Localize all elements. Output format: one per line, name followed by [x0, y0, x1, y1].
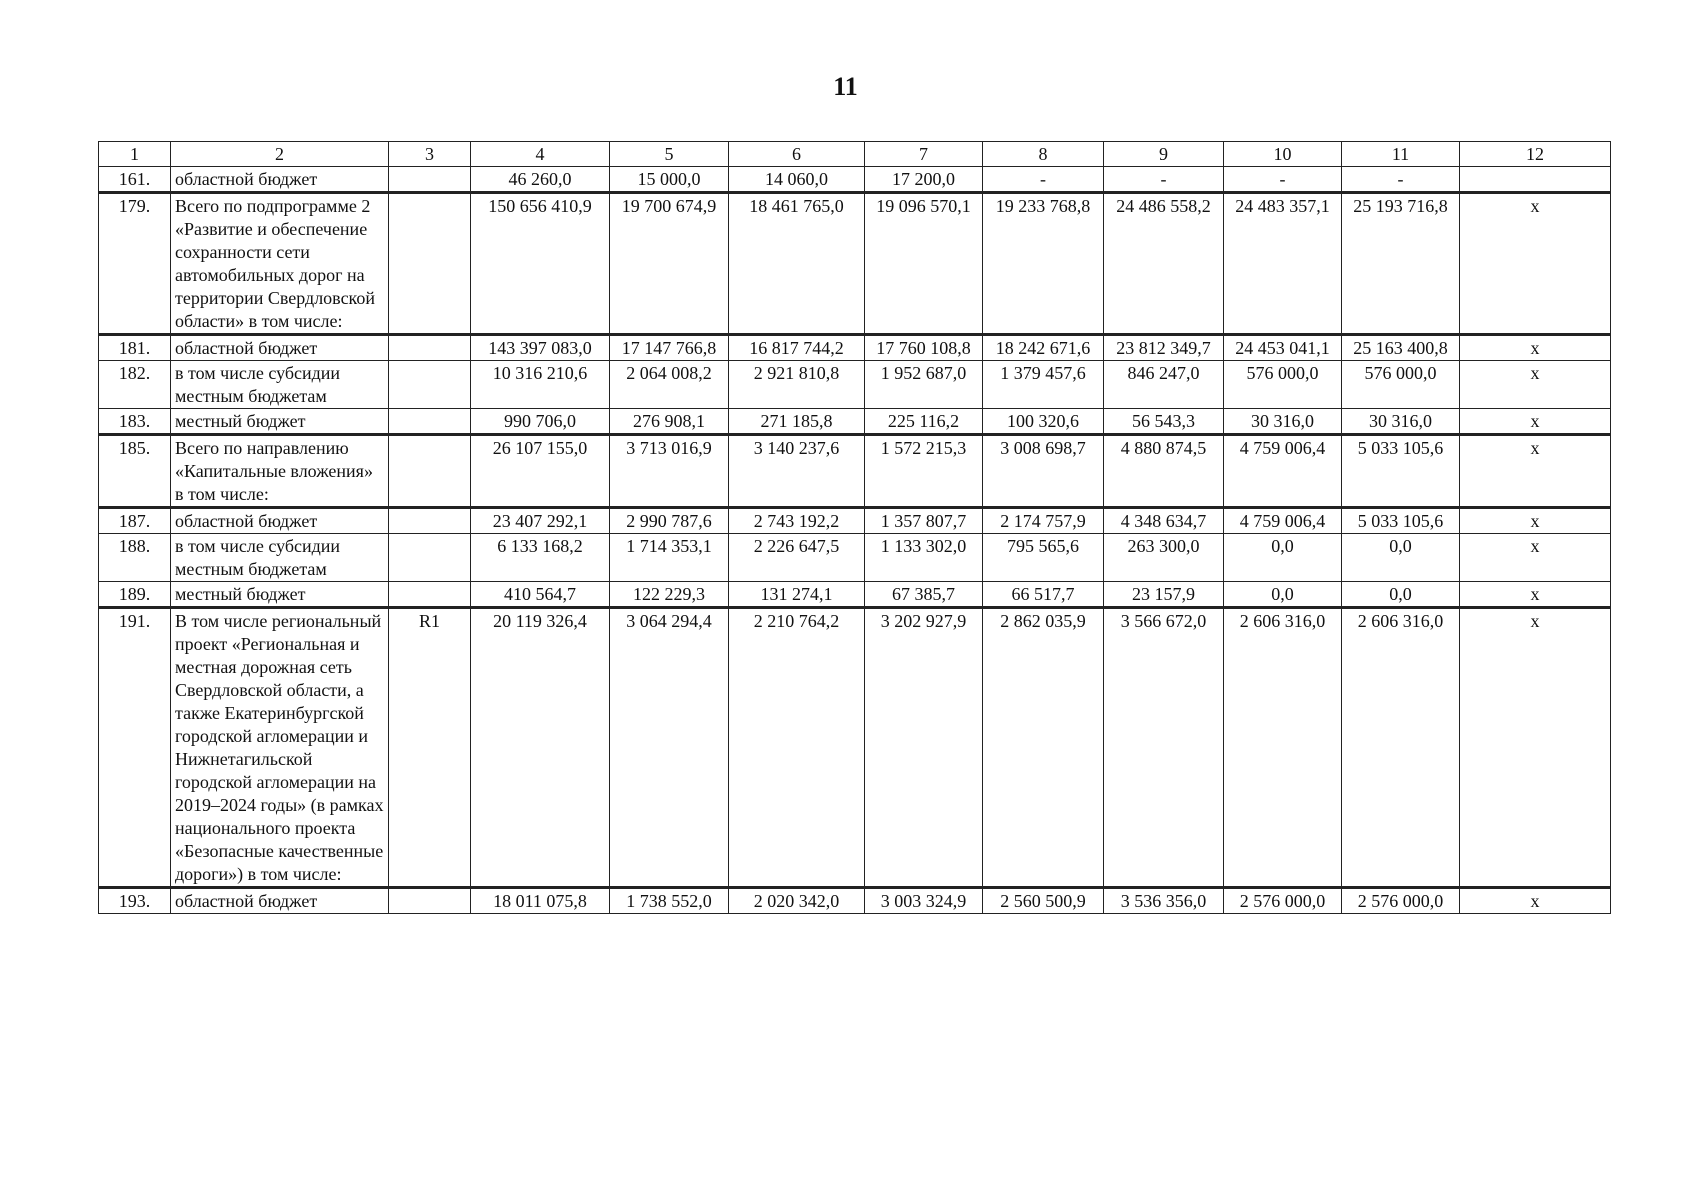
value-cell: 10 316 210,6 — [471, 361, 610, 409]
value-cell: 66 517,7 — [983, 582, 1104, 608]
value-cell: 1 738 552,0 — [610, 888, 729, 914]
value-cell: 990 706,0 — [471, 409, 610, 435]
code-cell — [389, 335, 471, 361]
row-label: областной бюджет — [171, 508, 389, 534]
code-cell — [389, 435, 471, 508]
value-cell: 14 060,0 — [729, 167, 865, 193]
value-cell: 18 242 671,6 — [983, 335, 1104, 361]
value-cell: 2 862 035,9 — [983, 608, 1104, 888]
value-cell: 67 385,7 — [865, 582, 983, 608]
row-label: областной бюджет — [171, 167, 389, 193]
code-cell — [389, 582, 471, 608]
value-cell: 17 147 766,8 — [610, 335, 729, 361]
value-cell: 1 379 457,6 — [983, 361, 1104, 409]
row-label: в том числе субсидии местным бюджетам — [171, 361, 389, 409]
value-cell: 24 453 041,1 — [1224, 335, 1342, 361]
table-row — [99, 409, 1611, 435]
table-row — [99, 888, 1611, 914]
value-cell: 18 011 075,8 — [471, 888, 610, 914]
value-cell: 23 407 292,1 — [471, 508, 610, 534]
row-number: 181. — [99, 335, 171, 361]
header-cell: 9 — [1104, 142, 1224, 167]
value-cell: - — [1104, 167, 1224, 193]
mark-cell: x — [1460, 435, 1611, 508]
value-cell: 46 260,0 — [471, 167, 610, 193]
value-cell: 4 348 634,7 — [1104, 508, 1224, 534]
value-cell: 4 880 874,5 — [1104, 435, 1224, 508]
value-cell: 19 700 674,9 — [610, 193, 729, 335]
code-cell — [389, 193, 471, 335]
value-cell: 25 163 400,8 — [1342, 335, 1460, 361]
mark-cell: x — [1460, 193, 1611, 335]
header-cell: 10 — [1224, 142, 1342, 167]
value-cell: 25 193 716,8 — [1342, 193, 1460, 335]
value-cell: 16 817 744,2 — [729, 335, 865, 361]
value-cell: 2 606 316,0 — [1342, 608, 1460, 888]
value-cell: 26 107 155,0 — [471, 435, 610, 508]
value-cell: 5 033 105,6 — [1342, 435, 1460, 508]
value-cell: 23 812 349,7 — [1104, 335, 1224, 361]
mark-cell: x — [1460, 582, 1611, 608]
value-cell: - — [1224, 167, 1342, 193]
value-cell: 2 743 192,2 — [729, 508, 865, 534]
code-cell — [389, 167, 471, 193]
code-cell — [389, 508, 471, 534]
row-label: областной бюджет — [171, 888, 389, 914]
row-number: 188. — [99, 534, 171, 582]
table-row — [99, 582, 1611, 608]
value-cell: 6 133 168,2 — [471, 534, 610, 582]
value-cell: 3 140 237,6 — [729, 435, 865, 508]
value-cell: 2 560 500,9 — [983, 888, 1104, 914]
table-row — [99, 608, 1611, 888]
row-label: В том числе региональный проект «Региональная и местная дорожная сеть Свердловской области, а также Екатеринбургской городской агломерации и Нижнетагильской городской агломерации на 2019–2024 годы» (в рамках национального проекта «Безопасные качественные дороги») в том числе: — [171, 608, 389, 888]
page-number: 11 — [833, 72, 858, 101]
row-number: 183. — [99, 409, 171, 435]
mark-cell: x — [1460, 361, 1611, 409]
row-label: областной бюджет — [171, 335, 389, 361]
value-cell: 3 064 294,4 — [610, 608, 729, 888]
mark-cell: x — [1460, 409, 1611, 435]
value-cell: 0,0 — [1224, 534, 1342, 582]
value-cell: 2 576 000,0 — [1342, 888, 1460, 914]
value-cell: 271 185,8 — [729, 409, 865, 435]
value-cell: 2 990 787,6 — [610, 508, 729, 534]
value-cell: 2 226 647,5 — [729, 534, 865, 582]
row-label: местный бюджет — [171, 409, 389, 435]
header-cell: 12 — [1460, 142, 1611, 167]
value-cell: 122 229,3 — [610, 582, 729, 608]
value-cell: 795 565,6 — [983, 534, 1104, 582]
header-cell: 4 — [471, 142, 610, 167]
value-cell: 3 713 016,9 — [610, 435, 729, 508]
value-cell: 143 397 083,0 — [471, 335, 610, 361]
value-cell: 18 461 765,0 — [729, 193, 865, 335]
value-cell: 263 300,0 — [1104, 534, 1224, 582]
value-cell: 0,0 — [1342, 534, 1460, 582]
header-cell: 8 — [983, 142, 1104, 167]
mark-cell: x — [1460, 335, 1611, 361]
value-cell: 3 003 324,9 — [865, 888, 983, 914]
value-cell: 20 119 326,4 — [471, 608, 610, 888]
table-row — [99, 435, 1611, 508]
row-number: 161. — [99, 167, 171, 193]
table-row — [99, 335, 1611, 361]
code-cell — [389, 534, 471, 582]
header-cell: 7 — [865, 142, 983, 167]
value-cell: 2 020 342,0 — [729, 888, 865, 914]
row-number: 193. — [99, 888, 171, 914]
value-cell: 846 247,0 — [1104, 361, 1224, 409]
mark-cell: x — [1460, 888, 1611, 914]
row-label: местный бюджет — [171, 582, 389, 608]
mark-cell: x — [1460, 508, 1611, 534]
code-cell — [389, 361, 471, 409]
value-cell: 1 572 215,3 — [865, 435, 983, 508]
row-number: 187. — [99, 508, 171, 534]
value-cell: 23 157,9 — [1104, 582, 1224, 608]
value-cell: 0,0 — [1342, 582, 1460, 608]
code-cell — [389, 888, 471, 914]
table-row — [99, 361, 1611, 409]
value-cell: 576 000,0 — [1224, 361, 1342, 409]
row-label: Всего по подпрограмме 2 «Развитие и обеспечение сохранности сети автомобильных дорог на территории Свердловской области» в том числе: — [171, 193, 389, 335]
mark-cell: x — [1460, 608, 1611, 888]
value-cell: 2 174 757,9 — [983, 508, 1104, 534]
table-row — [99, 534, 1611, 582]
value-cell: 225 116,2 — [865, 409, 983, 435]
header-cell: 3 — [389, 142, 471, 167]
value-cell: 4 759 006,4 — [1224, 508, 1342, 534]
value-cell: 3 202 927,9 — [865, 608, 983, 888]
value-cell: 276 908,1 — [610, 409, 729, 435]
value-cell: 0,0 — [1224, 582, 1342, 608]
value-cell: 17 760 108,8 — [865, 335, 983, 361]
value-cell: 131 274,1 — [729, 582, 865, 608]
header-cell: 1 — [99, 142, 171, 167]
value-cell: 1 133 302,0 — [865, 534, 983, 582]
value-cell: 3 008 698,7 — [983, 435, 1104, 508]
value-cell: - — [983, 167, 1104, 193]
budget-table — [98, 141, 1611, 914]
value-cell: 150 656 410,9 — [471, 193, 610, 335]
row-number: 191. — [99, 608, 171, 888]
code-cell: R1 — [389, 608, 471, 888]
row-label: Всего по направлению «Капитальные вложения» в том числе: — [171, 435, 389, 508]
value-cell: 24 486 558,2 — [1104, 193, 1224, 335]
value-cell: 30 316,0 — [1342, 409, 1460, 435]
value-cell: 15 000,0 — [610, 167, 729, 193]
value-cell: 3 536 356,0 — [1104, 888, 1224, 914]
row-number: 179. — [99, 193, 171, 335]
value-cell: 2 606 316,0 — [1224, 608, 1342, 888]
value-cell: 24 483 357,1 — [1224, 193, 1342, 335]
value-cell: 19 233 768,8 — [983, 193, 1104, 335]
row-number: 189. — [99, 582, 171, 608]
table-row — [99, 193, 1611, 335]
value-cell: 30 316,0 — [1224, 409, 1342, 435]
value-cell: 19 096 570,1 — [865, 193, 983, 335]
value-cell: 2 921 810,8 — [729, 361, 865, 409]
value-cell: 1 357 807,7 — [865, 508, 983, 534]
value-cell: - — [1342, 167, 1460, 193]
header-cell: 6 — [729, 142, 865, 167]
row-number: 185. — [99, 435, 171, 508]
value-cell: 4 759 006,4 — [1224, 435, 1342, 508]
row-number: 182. — [99, 361, 171, 409]
value-cell: 5 033 105,6 — [1342, 508, 1460, 534]
value-cell: 410 564,7 — [471, 582, 610, 608]
value-cell: 3 566 672,0 — [1104, 608, 1224, 888]
header-cell: 2 — [171, 142, 389, 167]
table-row — [99, 167, 1611, 193]
value-cell: 2 576 000,0 — [1224, 888, 1342, 914]
table-row — [99, 508, 1611, 534]
mark-cell: x — [1460, 534, 1611, 582]
value-cell: 2 064 008,2 — [610, 361, 729, 409]
value-cell: 100 320,6 — [983, 409, 1104, 435]
header-cell: 5 — [610, 142, 729, 167]
value-cell: 17 200,0 — [865, 167, 983, 193]
header-cell: 11 — [1342, 142, 1460, 167]
mark-cell — [1460, 167, 1611, 193]
value-cell: 2 210 764,2 — [729, 608, 865, 888]
row-label: в том числе субсидии местным бюджетам — [171, 534, 389, 582]
code-cell — [389, 409, 471, 435]
value-cell: 56 543,3 — [1104, 409, 1224, 435]
header-row — [99, 142, 1611, 167]
value-cell: 576 000,0 — [1342, 361, 1460, 409]
value-cell: 1 952 687,0 — [865, 361, 983, 409]
value-cell: 1 714 353,1 — [610, 534, 729, 582]
